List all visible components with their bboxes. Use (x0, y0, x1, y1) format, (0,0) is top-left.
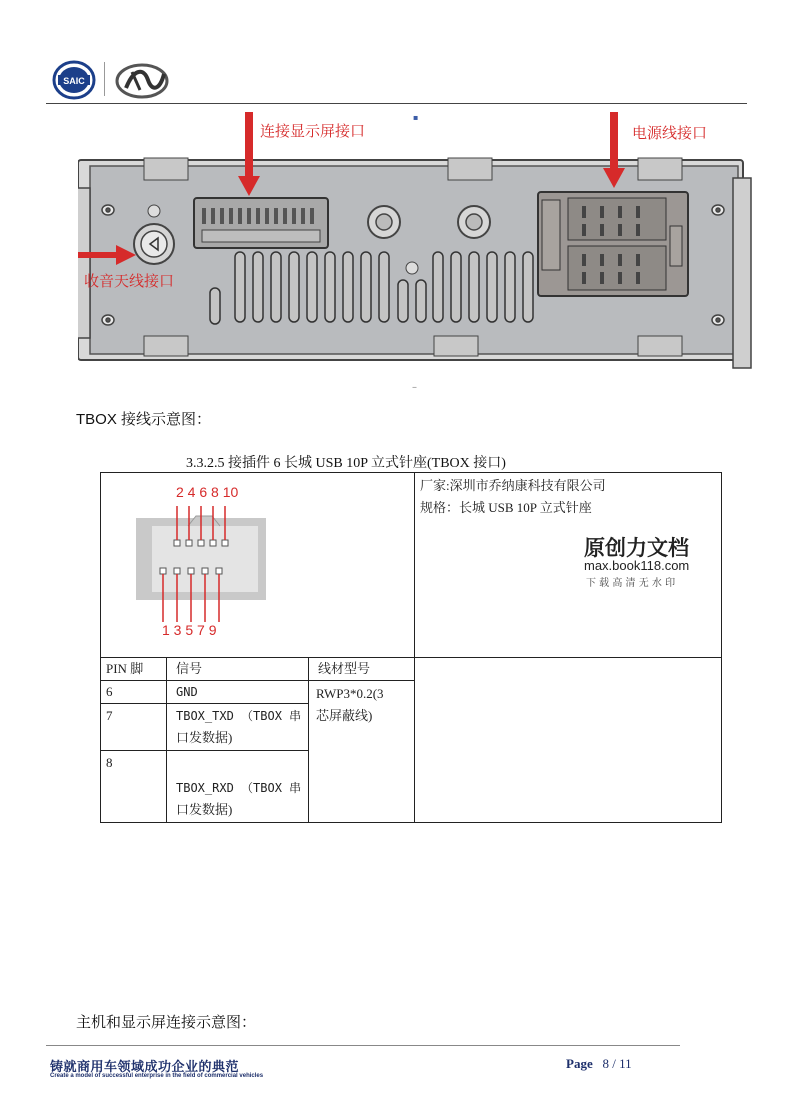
power-port-label: 电源线接口 (632, 124, 708, 142)
wire-model-cont: 芯屏蔽线) (316, 708, 373, 723)
pin-value: 7 (106, 708, 113, 723)
spec-text: 规格：长城 USB 10P 立式针座 (420, 500, 592, 515)
logo-separator (104, 62, 105, 96)
table-caption: 3.3.2.5 接插件 6 长城 USB 10P 立式针座(TBOX 接口) (186, 456, 506, 471)
page-number (566, 1056, 632, 1072)
header-pin: PIN 脚 (106, 661, 144, 676)
page-total: 11 (619, 1056, 632, 1071)
display-port-label: 连接显示屏接口 (260, 122, 366, 140)
signal-value-cont: 口发数据) (176, 802, 233, 817)
vendor-text: 厂家:深圳市乔纳康科技有限公司 (420, 478, 606, 493)
watermark-subtitle: 下 载 高 清 无 水 印 (586, 578, 676, 589)
pin-numbers-odd: 1 3 5 7 9 (162, 622, 217, 638)
wire-model: RWP3*0.2(3 (316, 686, 384, 701)
page-label: Page (566, 1056, 593, 1071)
brand-emblem-icon (114, 60, 170, 100)
empty-cell (414, 657, 722, 823)
watermark-title: 原创力文档 (584, 536, 689, 560)
signal-value: TBOX_TXD （TBOX 串 (176, 709, 302, 723)
footer-slogan-en: Create a model of successful enterprise in the field of commercial vehicles (50, 1073, 264, 1079)
saic-logo-text: SAIC (63, 76, 85, 86)
pin-numbers-even: 2 4 6 8 10 (176, 484, 239, 500)
footer-rule (46, 1045, 680, 1046)
svg-text:–: – (412, 382, 417, 393)
page-separator: / (612, 1056, 616, 1071)
signal-value: TBOX_RXD （TBOX 串 (176, 781, 302, 795)
footer-slogan-cn: 铸就商用车领域成功企业的典范 (50, 1059, 240, 1074)
usb-10p-connector-drawing (130, 484, 300, 644)
tbox-wiring-heading: TBOX 接线示意图： (76, 411, 212, 428)
header-rule (46, 103, 747, 104)
pin-value: 6 (106, 684, 113, 699)
header-signal: 信号 (176, 661, 203, 676)
svg-text:▪: ▪ (413, 113, 419, 122)
pin-value: 8 (106, 755, 113, 770)
saic-logo (52, 60, 96, 100)
host-display-heading: 主机和显示屏连接示意图： (76, 1014, 257, 1031)
signal-value: GND (176, 685, 198, 699)
watermark-url: max.book118.com (584, 558, 690, 573)
header-wire: 线材型号 (318, 661, 371, 676)
connector-table (100, 472, 722, 823)
host-unit-rear-diagram (78, 108, 758, 398)
radio-antenna-port-label: 收音天线接口 (84, 272, 175, 290)
page-current: 8 (602, 1056, 609, 1071)
signal-value-cont: 口发数据) (176, 730, 233, 745)
